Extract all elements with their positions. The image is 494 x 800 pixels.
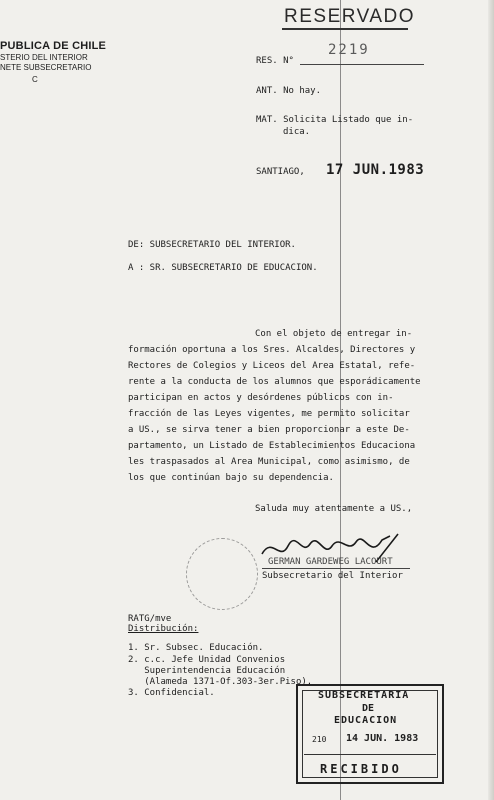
mat-line-2: dica. <box>283 127 311 137</box>
mat-line-1: MAT. Solicita Listado que in- <box>256 115 414 125</box>
res-label: RES. N° <box>256 56 294 66</box>
received-stamp-divider <box>304 754 436 755</box>
signer-name: GERMAN GARDEWEG LACOURT <box>268 557 393 567</box>
body-line-2: formación oportuna a los Sres. Alcaldes, Directores y <box>128 345 416 355</box>
body-line-6: fracción de las Leyes vigentes, me permito solicitar <box>128 409 410 419</box>
distribution-item-4: (Alameda 1371-Of.303-3er.Piso). <box>128 677 313 687</box>
letterhead-line-1: PUBLICA DE CHILE <box>0 40 107 52</box>
distribution-item-1: 1. Sr. Subsec. Educación. <box>128 643 264 653</box>
ant-line: ANT. No hay. <box>256 86 322 96</box>
body-line-10: los que continúan bajo su dependencia. <box>128 473 334 483</box>
body-line-3: Rectores de Colegios y Liceos del Area Estatal, refe- <box>128 361 416 371</box>
official-seal <box>186 538 258 610</box>
letterhead-line-3: NETE SUBSECRETARIO <box>0 63 92 72</box>
date-stamp: 17 JUN.1983 <box>326 162 425 178</box>
signer-name-line <box>262 568 410 569</box>
body-line-1: Con el objeto de entregar in- <box>255 329 413 339</box>
body-line-9: les traspasados al Area Municipal, como asimismo, de <box>128 457 410 467</box>
received-stamp-line-3: EDUCACION <box>334 715 398 726</box>
paper-edge <box>488 0 494 800</box>
closing-line: Saluda muy atentamente a US., <box>255 504 413 514</box>
letterhead <box>0 40 106 84</box>
body-line-8: partamento, un Listado de Establecimientos Educaciona <box>128 441 416 451</box>
body-line-4: rente a la conducta de los alumnos que esporádicamente <box>128 377 421 387</box>
distribution-item-2: 2. c.c. Jefe Unidad Convenios <box>128 655 286 665</box>
received-stamp-line-1: SUBSECRETARIA <box>318 690 410 701</box>
body-line-5: participan en actos y desórdenes públicos con in- <box>128 393 394 403</box>
distribution-item-5: 3. Confidencial. <box>128 688 215 698</box>
letterhead-line-2: STERIO DEL INTERIOR <box>0 53 88 62</box>
signer-title: Subsecretario del Interior <box>262 571 403 581</box>
received-stamp-line-2: DE <box>362 703 375 714</box>
initials: RATG/mve <box>128 614 172 624</box>
received-stamp-number: 210 <box>312 735 327 744</box>
reservado-stamp: RESERVADO <box>284 6 416 27</box>
from-line: DE: SUBSECRETARIO DEL INTERIOR. <box>128 240 296 250</box>
distribution-heading: Distribución: <box>128 624 199 634</box>
distribution-item-3: Superintendencia Educación <box>128 666 286 676</box>
res-number-line <box>300 64 424 65</box>
reservado-underline <box>282 28 408 30</box>
body-line-7: a US., se sirva tener a bien proporcionar a este De- <box>128 425 410 435</box>
received-stamp-label: RECIBIDO <box>320 762 402 776</box>
place-label: SANTIAGO, <box>256 167 305 177</box>
letterhead-line-4: C <box>32 75 38 84</box>
res-number: 2219 <box>328 42 370 58</box>
to-line: A : SR. SUBSECRETARIO DE EDUCACION. <box>128 263 318 273</box>
received-stamp-date: 14 JUN. 1983 <box>346 733 419 744</box>
